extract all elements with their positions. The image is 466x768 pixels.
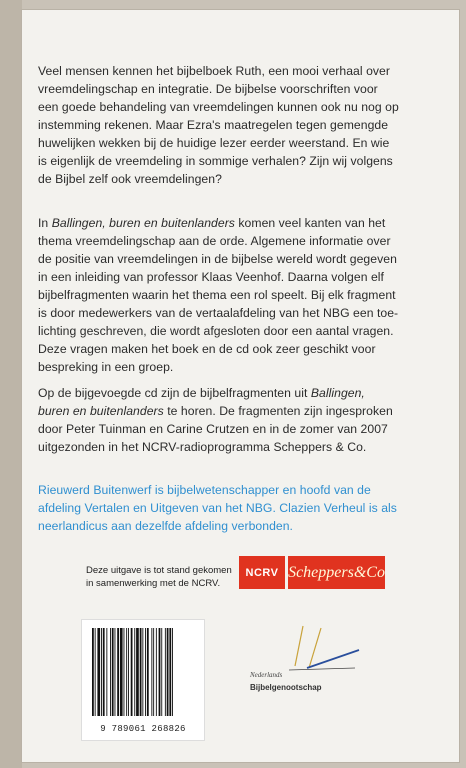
barcode-bar: [156, 628, 157, 716]
text-line: is door medewerkers van de vertaalafdeling van het NBG een toe-: [38, 306, 399, 320]
text-line: Veel mensen kennen het bijbelboek Ruth, een mooi verhaal over: [38, 64, 390, 78]
text-line: [38, 214, 418, 232]
text-line: afdeling Vertalen en Uitgeven van het NBG. Clazien Verheul is als: [38, 501, 397, 515]
text-line: [38, 384, 418, 402]
barcode-bar: [172, 628, 173, 716]
book-title: Ballingen, buren en buitenlanders: [51, 216, 235, 230]
barcode-bar: [165, 628, 166, 716]
barcode-bar: [92, 628, 94, 716]
text-line: is eigenlijk de vreemdeling in sommige verhalen? Zijn wij volgens: [38, 154, 393, 168]
text-line: vreemdelingschap en integratie. De bijbelse voorschriften voor: [38, 82, 378, 96]
text-rest: te horen. De fragmenten zijn ingesproken: [163, 404, 393, 418]
scheppers-logo: Scheppers&Co: [288, 556, 385, 589]
barcode-bar: [147, 628, 149, 716]
text-line: Rieuwerd Buitenwerf is bijbelwetenschapper en hoofd van de: [38, 483, 371, 497]
barcode-bar: [169, 628, 171, 716]
barcode-bar: [117, 628, 119, 716]
cooperation-note: [86, 564, 236, 590]
barcode: [82, 620, 204, 740]
barcode-bar: [134, 628, 135, 716]
barcode-bar: [140, 628, 142, 716]
barcode-bar: [142, 628, 143, 716]
barcode-bar: [131, 628, 133, 716]
barcode-bar: [95, 628, 96, 716]
barcode-bar: [167, 628, 169, 716]
barcode-bar: [126, 628, 127, 716]
barcode-bar: [101, 628, 102, 716]
text-line: door Peter Tuinman en Carine Crutzen en in de zomer van 2007: [38, 422, 388, 436]
text-line: de positie van vreemdelingen in de bijbelse wereld wordt gegeven: [38, 252, 397, 266]
book-title: buren en buitenlanders: [38, 404, 164, 418]
text-line: bespreking in een groep.: [38, 360, 174, 374]
text-line: neerlandicus aan dezelfde afdeling verbonden.: [38, 519, 293, 533]
barcode-bar: [145, 628, 146, 716]
intro-paragraph: [38, 62, 418, 188]
text-line: bijbelfragmenten waarin het thema een rol speelt. Bij elk fragment: [38, 288, 396, 302]
text-line: Deze vragen maken het boek en de cd ook zeer geschikt voor: [38, 342, 376, 356]
spine-edge: [0, 0, 22, 768]
text-prefix: In: [38, 216, 52, 230]
text-rest: Op de bijgevoegde cd zijn de bijbelfragmenten uit: [38, 386, 311, 400]
content-paragraph: [38, 214, 418, 376]
text-line: de Bijbel zelf ook vreemdelingen?: [38, 172, 222, 186]
barcode-bar: [161, 628, 162, 716]
text-line: huwelijken wekken bij de huidige lezer eerder weerstand. En wie: [38, 136, 390, 150]
text-line: instemming rekenen. Maar Ezra's maatregelen tegen gemengde: [38, 118, 389, 132]
text-rest: komen veel kanten van het: [234, 216, 386, 230]
barcode-bar: [106, 628, 107, 716]
text-line: lichting geschreven, die wordt afgesloten door een aantal vragen.: [38, 324, 394, 338]
barcode-bars: [90, 628, 196, 720]
text-line: thema vreemdelingschap aan de orde. Algemene informatie over: [38, 234, 391, 248]
author-paragraph: [38, 481, 418, 535]
barcode-bar: [151, 628, 152, 716]
barcode-bar: [110, 628, 111, 716]
barcode-bar: [159, 628, 161, 716]
text-line: [38, 402, 418, 420]
text-line: in een inleiding van professor Klaas Veenhof. Daarna volgen elf: [38, 270, 384, 284]
cooperation-line: in samenwerking met de NCRV.: [86, 578, 221, 589]
text-line: een goede behandeling van vreemdelingen kunnen ook nu nog op: [38, 100, 399, 114]
barcode-bar: [124, 628, 125, 716]
barcode-bar: [128, 628, 129, 716]
text-line: uitgezonden in het NCRV-radioprogramma Scheppers & Co.: [38, 440, 367, 454]
partner-logos: [239, 556, 385, 589]
barcode-bar: [112, 628, 114, 716]
barcode-digits: 9 789061 268826: [100, 724, 186, 734]
barcode-bar: [97, 628, 100, 716]
cd-paragraph: [38, 384, 418, 456]
barcode-bar: [153, 628, 154, 716]
publisher-name: Bijbelgenootschap: [250, 683, 322, 692]
ncrv-logo: NCRV: [239, 556, 285, 589]
cooperation-line: Deze uitgave is tot stand gekomen: [86, 565, 232, 576]
barcode-bar: [103, 628, 105, 716]
barcode-bar: [136, 628, 139, 716]
publisher-small-text: Nederlands: [250, 671, 283, 679]
barcode-bar: [115, 628, 116, 716]
book-title: Ballingen,: [310, 386, 365, 400]
barcode-bar: [120, 628, 123, 716]
